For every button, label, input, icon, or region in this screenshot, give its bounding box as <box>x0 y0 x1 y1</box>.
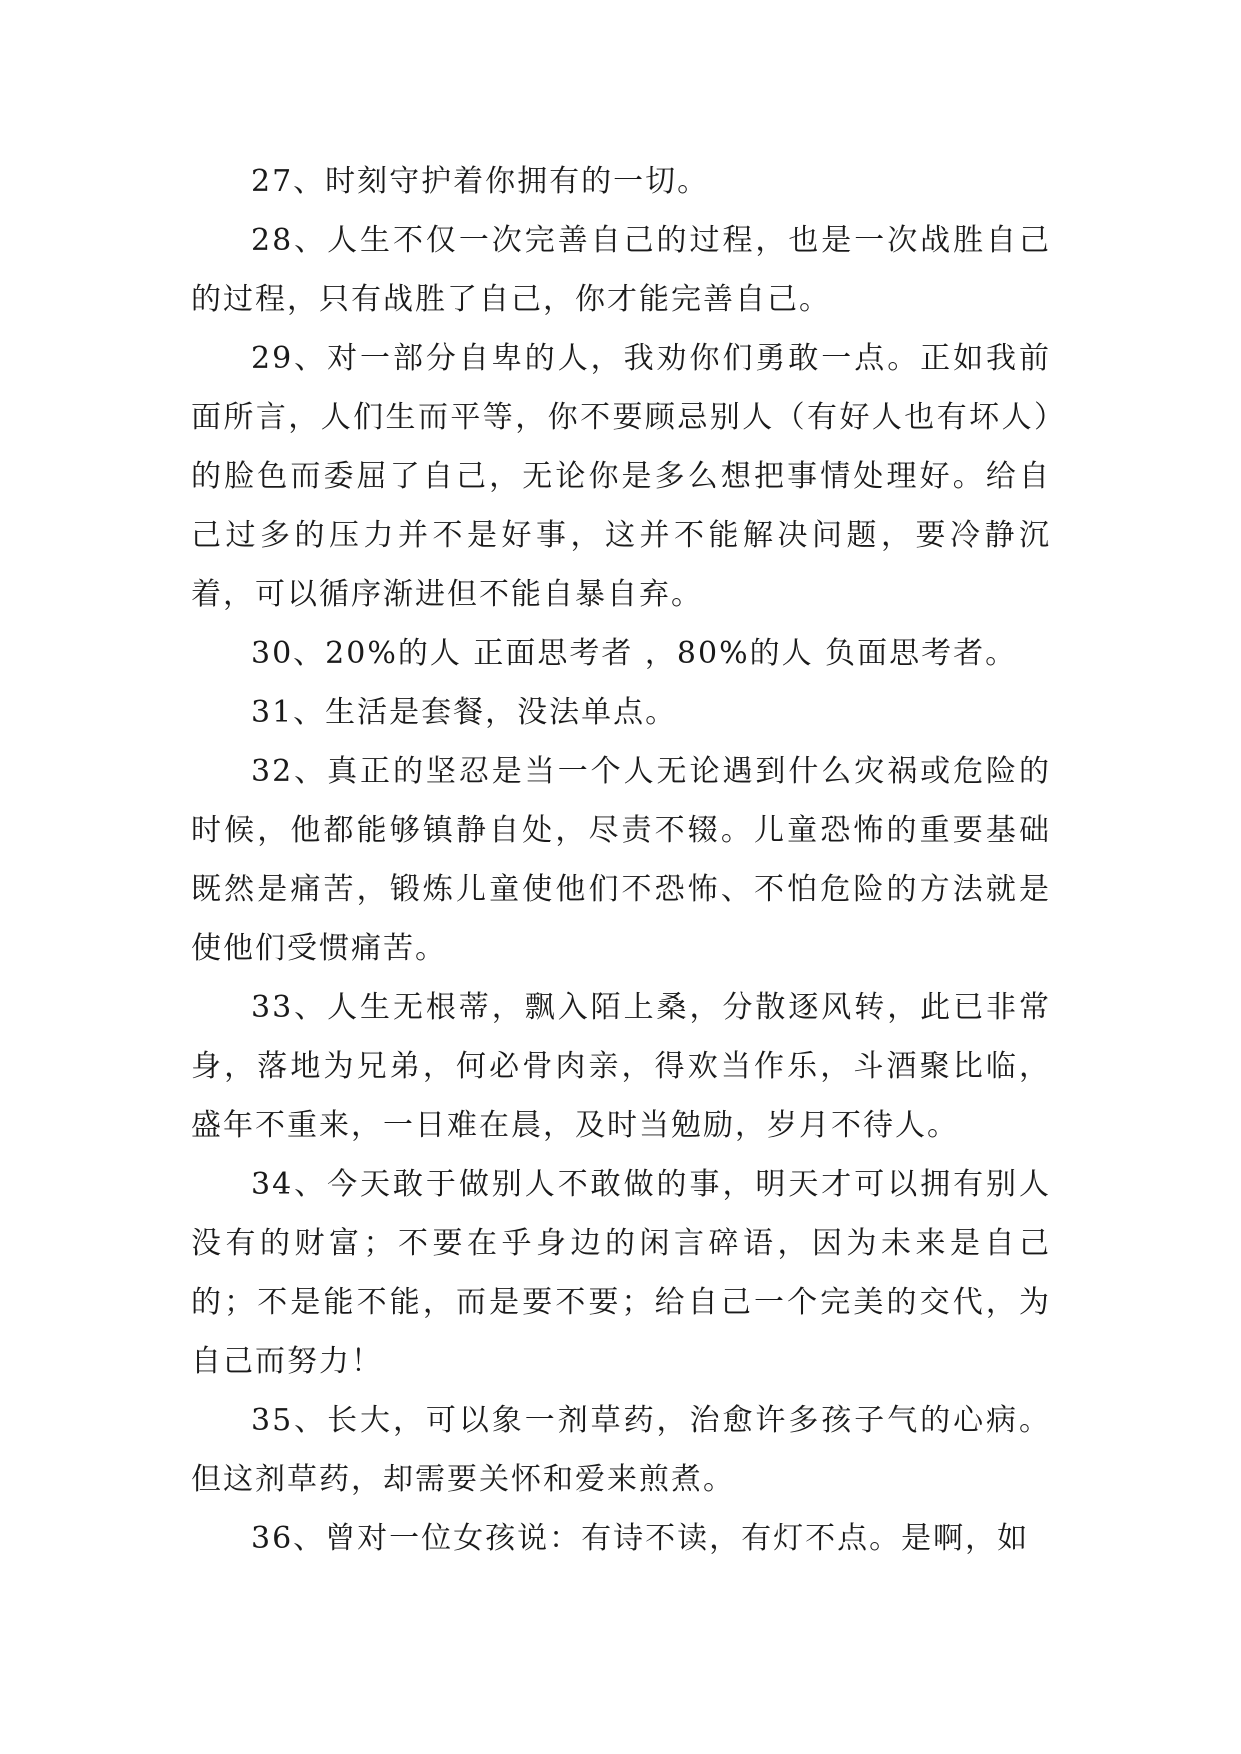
paragraph-28: 28、人生不仅一次完善自己的过程，也是一次战胜自己的过程，只有战胜了自己，你才能完善自己。 <box>191 223 1051 317</box>
paragraph-29: 29、对一部分自卑的人，我劝你们勇敢一点。正如我前面所言，人们生而平等，你不要顾忌别人（有好人也有坏人）的脸色而委屈了自己，无论你是多么想把事情处理好。给自己过多的压力并不是好事，这并不能解决问题，要冷静沉着，可以循序渐进但不能自暴自弃。 <box>191 341 1051 612</box>
paragraph-32: 32、真正的坚忍是当一个人无论遇到什么灾祸或危险的时候，他都能够镇静自处，尽责不辍。儿童恐怖的重要基础既然是痛苦，锻炼儿童使他们不恐怖、不怕危险的方法就是使他们受惯痛苦。 <box>191 754 1051 966</box>
paragraph-36: 36、曾对一位女孩说：有诗不读，有灯不点。是啊，如 <box>251 1521 1030 1556</box>
document-body <box>191 152 1051 1568</box>
paragraph-31: 31、生活是套餐，没法单点。 <box>251 695 678 730</box>
paragraph-34: 34、今天敢于做别人不敢做的事，明天才可以拥有别人没有的财富；不要在乎身边的闲言碎语，因为未来是自己的；不是能不能，而是要不要；给自己一个完美的交代，为自己而努力！ <box>191 1167 1051 1379</box>
paragraph-27: 27、时刻守护着你拥有的一切。 <box>251 164 710 199</box>
paragraph-30: 30、20%的人 正面思考者 ，80%的人 负面思考者。 <box>251 636 1018 671</box>
paragraph-33: 33、人生无根蒂，飘入陌上桑，分散逐风转，此已非常身，落地为兄弟，何必骨肉亲，得欢当作乐，斗酒聚比临，盛年不重来，一日难在晨，及时当勉励，岁月不待人。 <box>191 990 1051 1143</box>
paragraph-35: 35、长大，可以象一剂草药，治愈许多孩子气的心病。但这剂草药，却需要关怀和爱来煎煮。 <box>191 1403 1051 1497</box>
